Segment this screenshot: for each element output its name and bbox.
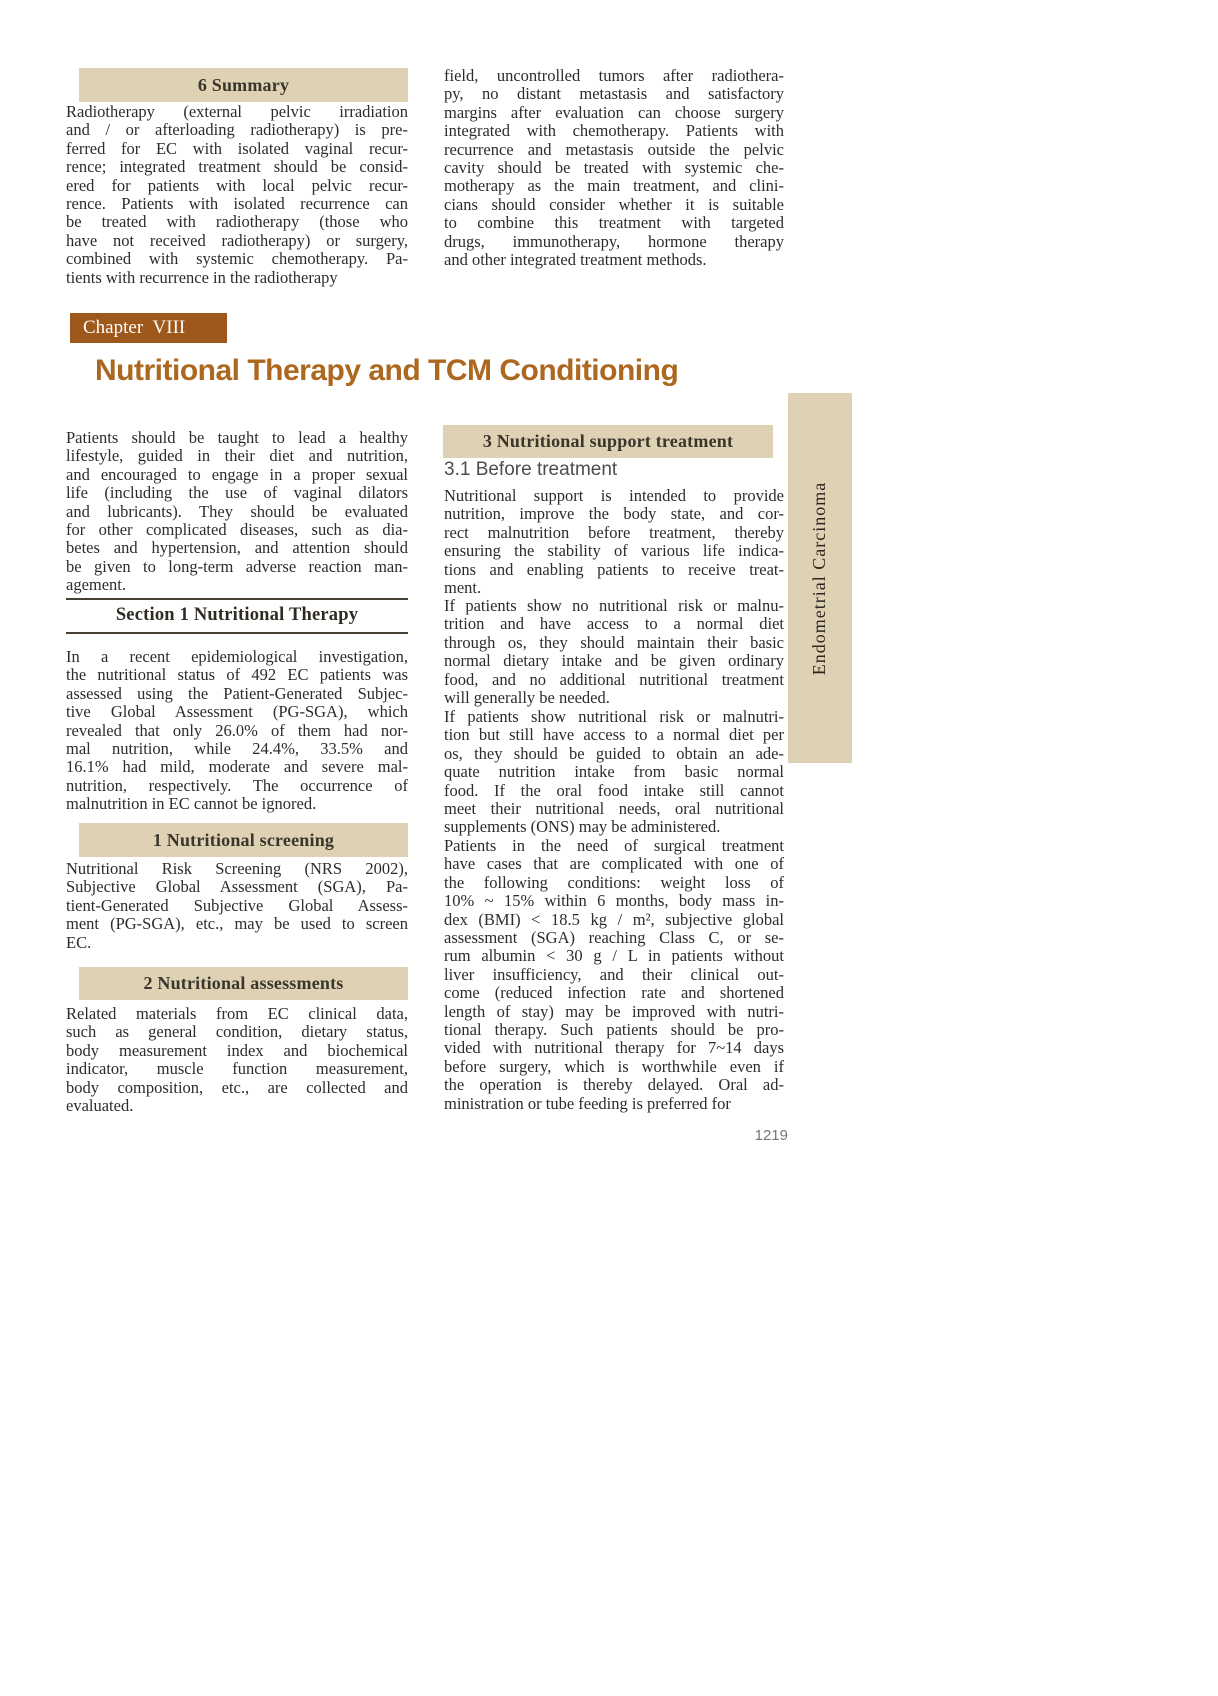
assessments-paragraph: Related materials from EC clinical data, such as general condition, dietary status, body measurement index and biochemical indicator, muscle function measurement, body composition, etc., are collected and evaluated.: [66, 1004, 408, 1116]
support-paragraph-1: Nutritional support is intended to provide nutrition, improve the body state, and cor- rect malnutrition before treatment, thereby ensuring the stability of various life indica- tions and enabling patients to receive treat- ment.: [444, 486, 784, 598]
summary-left-paragraph: Radiotherapy (external pelvic irradiation and / or afterloading radiotherapy) is pre- ferred for EC with isolated vaginal recur- rence; integrated treatment should be consid- ered for patients with local pelvic recur- rence. Patients with isolated recurrence can be treated with radiotherapy (those who have not received radiotherapy) or surgery, combined with systemic chemotherapy. Pa- tients with recurrence in the radiotherapy: [66, 102, 408, 287]
support-paragraph-3: If patients show nutritional risk or malnutri- tion but still have access to a normal diet per os, they should be guided to obtain an ade- quate nutrition intake from basic normal food. If the oral food intake still cannot meet their nutritional needs, oral nutritional supplements (ONS) may be administered.: [444, 707, 784, 837]
section1-heading: Section 1 Nutritional Therapy: [66, 598, 408, 634]
support-paragraph-4: Patients in the need of surgical treatment have cases that are complicated with one of the following conditions: weight loss of 10% ~ 15% within 6 months, body mass in- dex (BMI) < 18.5 kg / m², subjective global assessment (SGA) reaching Class C, or se- rum albumin < 30 g / L in patients without liver insufficiency, and their clinical out- come (reduced infection rate and shortened length of stay) may be improved with nutri- tional therapy. Such patients should be pro- vided with nutritional therapy for 7~14 days before surgery, which is worthwhile even if the operation is thereby delayed. Oral ad- ministration or tube feeding is preferred for: [444, 836, 784, 1113]
page-number: 1219: [754, 1127, 788, 1144]
sidebar-tab-endometrial-carcinoma: [788, 393, 852, 763]
screening-paragraph: Nutritional Risk Screening (NRS 2002), Subjective Global Assessment (SGA), Pa- tient-Generated Subjective Global Assess- ment (PG-SGA), etc., may be used to screen EC.: [66, 859, 408, 952]
screening-heading-box: [79, 823, 408, 857]
chapter-label-box: [70, 313, 227, 343]
sidebar-tab-label: Endometrial Carcinoma: [809, 481, 830, 675]
support-heading-label: 3 Nutritional support treatment: [482, 431, 734, 451]
assessments-heading-label: 2 Nutritional assessments: [143, 973, 344, 993]
summary-heading-box: [79, 68, 408, 102]
support-heading-box: [443, 425, 773, 458]
summary-right-paragraph: field, uncontrolled tumors after radiothera- py, no distant metastasis and satisfactory margins after evaluation can choose surgery integrated with chemotherapy. Patients with recurrence and metastasis outside the pelvic cavity should be treated with systemic che- motherapy as the main treatment, and clini- cians should consider whether it is suitable to combine this treatment with targeted drugs, immunotherapy, hormone therapy and other integrated treatment methods.: [444, 66, 784, 270]
intro-paragraph: Patients should be taught to lead a healthy lifestyle, guided in their diet and nutrition, and encouraged to engage in a proper sexual life (including the use of vaginal dilators and lubricants). They should be evaluated for other complicated diseases, such as dia- betes and hypertension, and attention should be given to long-term adverse reaction man- agement.: [66, 428, 408, 595]
chapter-label: Chapter VIII: [83, 317, 186, 338]
chapter-title: Nutritional Therapy and TCM Conditioning: [95, 354, 679, 387]
screening-heading-label: 1 Nutritional screening: [152, 829, 335, 850]
support-paragraph-2: If patients show no nutritional risk or malnu- trition and have access to a normal diet through os, they should maintain their basic normal dietary intake and be given ordinary food, and no additional nutritional treatment will generally be needed.: [444, 596, 784, 708]
epidemiology-paragraph: In a recent epidemiological investigation, the nutritional status of 492 EC patients was assessed using the Patient-Generated Subjec- tive Global Assessment (PG-SGA), which revealed that only 26.0% of them had nor- mal nutrition, while 24.4%, 33.5% and 16.1% had mild, moderate and severe mal- nutrition, respectively. The occurrence of malnutrition in EC cannot be ignored.: [66, 647, 408, 814]
before-treatment-subheading: 3.1 Before treatment: [444, 459, 618, 480]
summary-heading-label: 6 Summary: [197, 74, 290, 95]
assessments-heading-box: [79, 967, 408, 1000]
